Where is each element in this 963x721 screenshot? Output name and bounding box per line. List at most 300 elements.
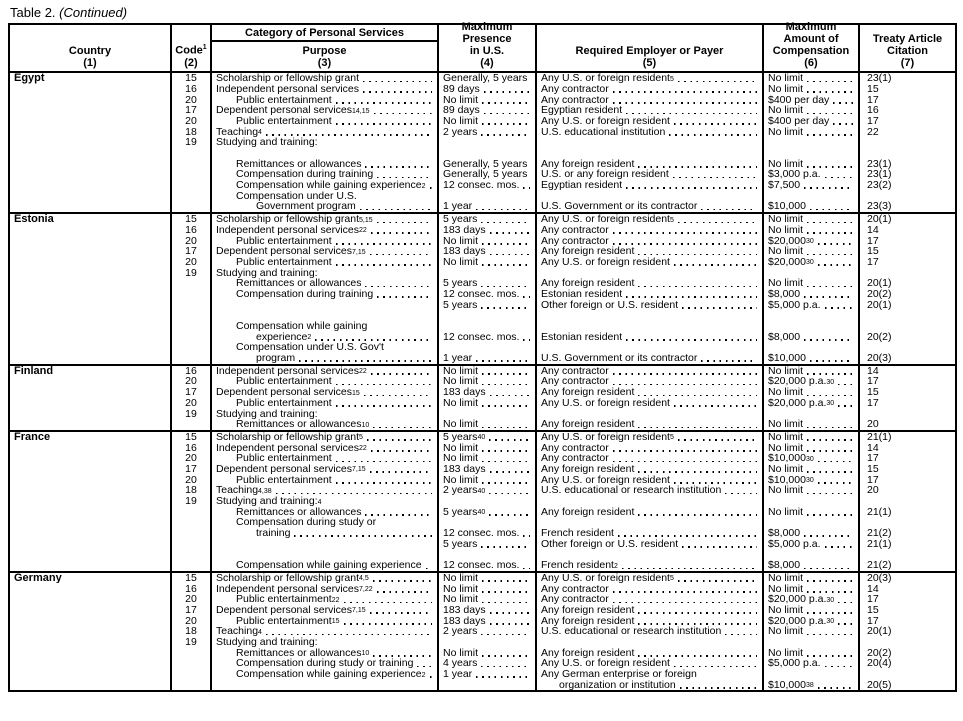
dot-leader (626, 296, 757, 298)
footnote-sup: 2 (421, 182, 426, 190)
payer-line (537, 310, 762, 321)
citation-text: 20(3) (867, 352, 892, 364)
citation-text: 17 (867, 397, 879, 409)
dot-leader (482, 102, 530, 104)
amount-line (764, 669, 858, 680)
amount-text: No limit (768, 463, 804, 475)
purpose-text: Teaching (216, 126, 259, 138)
france-purpose-cell (211, 431, 438, 572)
citation-line (860, 594, 955, 605)
purpose-line (212, 321, 437, 332)
payer-text: Any U.S. or foreign resident (541, 73, 670, 84)
amount-text: No limit (768, 386, 804, 398)
code-value: 20 (185, 594, 197, 605)
presence-text: 12 consec. mos. (443, 559, 520, 571)
amount-line (764, 94, 858, 105)
presence-line (439, 573, 535, 584)
code-value: 20 (185, 256, 197, 268)
amount-line (764, 169, 858, 180)
dot-leader (818, 482, 853, 484)
presence-text: 183 days (443, 246, 486, 257)
purpose-line (212, 560, 437, 571)
citation-line (860, 419, 955, 430)
dot-leader (336, 461, 432, 463)
germany-cite-cell (859, 572, 956, 692)
purpose-line (212, 310, 437, 321)
dot-leader (373, 580, 432, 582)
dot-leader (701, 209, 757, 211)
footnote-sup: 2 (421, 671, 426, 679)
purpose-line (212, 387, 437, 398)
code-value: 20 (185, 235, 197, 246)
dot-leader (365, 514, 432, 516)
citation-line (860, 658, 955, 669)
dot-leader (833, 102, 853, 104)
presence-text: 1 year (443, 201, 473, 212)
citation-line (860, 517, 955, 528)
dot-leader (807, 450, 853, 452)
dot-leader (371, 373, 432, 375)
dot-leader (807, 113, 853, 115)
purpose-line (212, 408, 437, 419)
purpose-line (212, 376, 437, 387)
code-line (172, 137, 210, 148)
dot-leader (482, 405, 530, 407)
dot-leader (807, 166, 853, 168)
payer-text: Estonian resident (541, 331, 623, 343)
payer-text: Any foreign resident (541, 506, 635, 518)
purpose-text: Government program (256, 201, 356, 212)
payer-line (537, 549, 762, 560)
code-line (172, 310, 210, 321)
presence-text: 12 consec. mos. (443, 179, 520, 191)
payer-text: Any foreign resident (541, 463, 635, 475)
amount-line (764, 442, 858, 453)
presence-line (439, 539, 535, 550)
country-name (10, 73, 170, 84)
amount-line (764, 387, 858, 398)
presence-text: No limit (443, 594, 479, 605)
citation-text: 17 (867, 256, 879, 268)
dot-leader (613, 461, 757, 463)
presence-line (439, 507, 535, 518)
dot-leader (523, 296, 530, 298)
dot-leader (276, 493, 432, 495)
presence-line (439, 289, 535, 300)
citation-line (860, 332, 955, 343)
payer-line (537, 126, 762, 137)
payer-line (537, 647, 762, 658)
purpose-text: Independent personal services (216, 583, 360, 594)
code-line (172, 353, 210, 364)
payer-text: U.S. educational institution (541, 126, 666, 138)
amount-text: No limit (768, 604, 804, 616)
purpose-text: Dependent personal services (216, 105, 352, 116)
payer-text: Any U.S. or foreign resident (541, 397, 670, 409)
purpose-line (212, 225, 437, 236)
amount-line (764, 474, 858, 485)
amount-line (764, 539, 858, 550)
citation-text: 20(1) (867, 278, 892, 289)
dot-leader (299, 360, 432, 362)
code-value: 20 (185, 474, 197, 486)
citation-text: 14 (867, 365, 879, 377)
dot-leader (804, 535, 853, 537)
egypt-amount-cell (763, 72, 859, 213)
citation-text: 15 (867, 83, 879, 95)
citation-text: 23(1) (867, 158, 892, 170)
presence-line (439, 191, 535, 202)
header-country-num: (1) (83, 57, 97, 69)
estonia-amount-cell (763, 213, 859, 365)
code-value: 20 (185, 453, 197, 464)
code-line (172, 201, 210, 212)
footnote-sup: 4,38 (258, 487, 272, 495)
presence-line (439, 159, 535, 170)
citation-line (860, 137, 955, 148)
header-compensation (763, 21, 859, 72)
payer-text: Any German enterprise or foreign (541, 668, 697, 680)
purpose-text: Independent personal services (216, 442, 360, 454)
code-line (172, 517, 210, 528)
dot-leader (807, 655, 853, 657)
presence-text: 183 days (443, 615, 486, 627)
dot-leader (360, 209, 432, 211)
dot-leader (613, 591, 757, 593)
dot-leader (371, 232, 432, 234)
header-citation-l2: Citation (887, 45, 928, 57)
dot-leader (482, 373, 530, 375)
dot-leader (371, 450, 432, 452)
country-name (10, 432, 170, 443)
code-value: 20 (185, 615, 197, 627)
code-value: 17 (185, 386, 197, 398)
amount-line (764, 658, 858, 669)
amount-text: $400 per day (768, 94, 830, 106)
code-value: 17 (185, 246, 197, 257)
amount-line (764, 191, 858, 202)
purpose-text: Teaching (216, 485, 259, 496)
dot-leader (482, 602, 530, 604)
code-line (172, 126, 210, 137)
amount-text: No limit (768, 158, 804, 170)
table-header (9, 21, 956, 72)
purpose-text: Scholarship or fellowship grant (216, 572, 359, 584)
footnote-sup: 5 (669, 75, 674, 83)
footnote-sup: 14,15 (352, 107, 370, 115)
presence-line (439, 615, 535, 626)
payer-line (537, 637, 762, 648)
payer-line (537, 225, 762, 236)
presence-text: Generally, 5 years (443, 73, 528, 84)
citation-text: 23(2) (867, 179, 892, 191)
dot-leader (807, 612, 853, 614)
presence-line (439, 626, 535, 637)
amount-line (764, 615, 858, 626)
purpose-line (212, 432, 437, 443)
presence-text: No limit (443, 647, 479, 659)
presence-text: 183 days (443, 604, 486, 616)
purpose-text: Remittances or allowances (236, 158, 362, 170)
citation-line (860, 583, 955, 594)
amount-line (764, 549, 858, 560)
purpose-text: Compensation while gaining experience (236, 668, 422, 680)
continued-label: (Continued) (59, 5, 128, 20)
citation-line (860, 626, 955, 637)
purpose-line (212, 366, 437, 377)
footnote-sup: 30 (826, 618, 835, 626)
code-value: 20 (185, 376, 197, 387)
purpose-line (212, 137, 437, 148)
payer-line (537, 517, 762, 528)
amount-line (764, 496, 858, 507)
citation-line (860, 246, 955, 257)
payer-text: Egyptian resident (541, 105, 623, 116)
dot-leader (613, 450, 757, 452)
egypt-code-cell (171, 72, 211, 213)
amount-text: No limit (768, 419, 804, 430)
code-value: 16 (185, 365, 197, 377)
germany-presence-cell (438, 572, 536, 692)
payer-line (537, 594, 762, 605)
citation-line (860, 94, 955, 105)
presence-line (439, 366, 535, 377)
code-value: 19 (185, 636, 197, 648)
code-line (172, 626, 210, 637)
country-label: Finland (14, 365, 54, 377)
amount-text: $8,000 (768, 331, 801, 343)
citation-line (860, 342, 955, 353)
dot-leader (336, 405, 432, 407)
amount-line (764, 84, 858, 95)
payer-line (537, 201, 762, 212)
amount-line (764, 573, 858, 584)
payer-line (537, 353, 762, 364)
dot-leader (373, 655, 432, 657)
header-payer (536, 24, 763, 72)
code-line (172, 528, 210, 539)
footnote-sup: 22 (359, 445, 367, 453)
footnote-sup: 38 (805, 682, 814, 690)
amount-line (764, 342, 858, 353)
header-payer-num: (5) (642, 57, 657, 69)
citation-text: 14 (867, 224, 879, 236)
citation-line (860, 299, 955, 310)
code-line (172, 105, 210, 116)
purpose-line (212, 105, 437, 116)
amount-text: No limit (768, 105, 804, 116)
code-line (172, 299, 210, 310)
egypt-purpose-cell (211, 72, 438, 213)
purpose-line (212, 605, 437, 616)
dot-leader (336, 482, 432, 484)
citation-line (860, 267, 955, 278)
citation-text: 17 (867, 376, 879, 387)
purpose-text: Remittances or allowances (236, 506, 362, 518)
header-code-num: (2) (184, 57, 198, 69)
dot-leader (701, 360, 757, 362)
amount-text: No limit (768, 626, 804, 637)
dot-leader (481, 666, 530, 668)
purpose-line (212, 637, 437, 648)
france-amount-cell (763, 431, 859, 572)
finland-payer-cell (536, 365, 763, 431)
presence-line (439, 637, 535, 648)
amount-line (764, 464, 858, 475)
header-purpose-num: (3) (317, 57, 332, 69)
dot-leader (838, 384, 853, 386)
footnote-sup: 4 (317, 498, 322, 506)
dot-leader (489, 493, 530, 495)
treaty-table (8, 23, 957, 692)
payer-line (537, 442, 762, 453)
amount-line (764, 246, 858, 257)
presence-text: 5 years (443, 538, 478, 550)
presence-line (439, 376, 535, 387)
payer-text: Any contractor (541, 235, 609, 246)
amount-text: $5,000 p.a. (768, 299, 821, 311)
amount-text: No limit (768, 278, 804, 289)
payer-line (537, 615, 762, 626)
citation-line (860, 73, 955, 84)
code-line (172, 267, 210, 278)
purpose-text: Independent personal services (216, 83, 360, 95)
presence-line (439, 342, 535, 353)
purpose-text: Studying and training: (216, 636, 318, 648)
amount-line (764, 278, 858, 289)
dot-leader (626, 113, 757, 115)
amount-line (764, 159, 858, 170)
payer-line (537, 94, 762, 105)
dot-leader (807, 232, 853, 234)
amount-line (764, 235, 858, 246)
citation-text: 15 (867, 246, 879, 257)
amount-line (764, 332, 858, 343)
amount-line (764, 201, 858, 212)
citation-line (860, 180, 955, 191)
dot-leader (481, 286, 530, 288)
estonia-purpose-cell (211, 213, 438, 365)
presence-text: 4 years (443, 658, 478, 669)
dot-leader (377, 591, 432, 593)
footnote-sup: 2 (307, 334, 312, 342)
country-row-germany (9, 572, 956, 692)
payer-line (537, 191, 762, 202)
dot-leader (417, 666, 432, 668)
purpose-line (212, 398, 437, 409)
citation-line (860, 539, 955, 550)
code-line (172, 246, 210, 257)
citation-text: 20 (867, 485, 879, 496)
amount-line (764, 637, 858, 648)
payer-line (537, 159, 762, 170)
citation-line (860, 105, 955, 116)
amount-text: $20,000 (768, 235, 806, 246)
finland-cite-cell (859, 365, 956, 431)
payer-line (537, 366, 762, 377)
dot-leader (363, 91, 432, 93)
amount-line (764, 517, 858, 528)
presence-text: 5 years (443, 506, 478, 518)
payer-line (537, 289, 762, 300)
country-row-finland (9, 365, 956, 431)
dot-leader (613, 102, 757, 104)
presence-line (439, 321, 535, 332)
purpose-line (212, 73, 437, 84)
footnote-sup: 30 (826, 378, 835, 386)
germany-purpose-cell (211, 572, 438, 692)
payer-line (537, 658, 762, 669)
header-citation (859, 24, 956, 72)
citation-text: 14 (867, 583, 879, 594)
header-citation-l1: Treaty Article (872, 33, 943, 45)
citation-text: 15 (867, 604, 879, 616)
country-name (10, 573, 170, 584)
dot-leader (336, 123, 432, 125)
header-purpose (211, 24, 438, 72)
code-line (172, 94, 210, 105)
purpose-text: Scholarship or fellowship grant (216, 73, 359, 84)
code-line (172, 432, 210, 443)
germany-country-cell (9, 572, 171, 692)
payer-text: Any contractor (541, 224, 609, 236)
purpose-line (212, 464, 437, 475)
payer-line (537, 342, 762, 353)
code-value: 17 (185, 105, 197, 116)
payer-text: French resident (541, 559, 614, 571)
payer-line (537, 583, 762, 594)
code-value: 16 (185, 583, 197, 594)
purpose-line (212, 159, 437, 170)
amount-line (764, 180, 858, 191)
dot-leader (678, 81, 757, 83)
dot-leader (638, 655, 757, 657)
amount-line (764, 408, 858, 419)
citation-line (860, 84, 955, 95)
presence-line (439, 398, 535, 409)
presence-line (439, 353, 535, 364)
dot-leader (833, 123, 853, 125)
amount-line (764, 353, 858, 364)
dot-leader (613, 602, 757, 604)
dot-leader (674, 405, 757, 407)
payer-line (537, 626, 762, 637)
amount-text: No limit (768, 583, 804, 594)
payer-text: Any contractor (541, 583, 609, 594)
purpose-line (212, 647, 437, 658)
dot-leader (825, 307, 853, 309)
purpose-line (212, 180, 437, 191)
country-label: Egypt (14, 73, 45, 84)
amount-text: $20,000 (768, 256, 806, 268)
dot-leader (807, 395, 853, 397)
purpose-line (212, 507, 437, 518)
amount-line (764, 680, 858, 691)
dot-leader (482, 580, 530, 582)
payer-text: Any U.S. or foreign resident (541, 256, 670, 268)
dot-leader (682, 546, 757, 548)
footnote-sup: 15 (331, 618, 340, 626)
dot-leader (482, 264, 530, 266)
payer-line (537, 485, 762, 496)
code-line (172, 605, 210, 616)
code-value: 20 (185, 94, 197, 106)
dot-leader (481, 134, 530, 136)
purpose-text: Compensation during study or training (236, 658, 414, 669)
code-value: 17 (185, 604, 197, 616)
code-value: 19 (185, 267, 197, 279)
dot-leader (482, 243, 530, 245)
